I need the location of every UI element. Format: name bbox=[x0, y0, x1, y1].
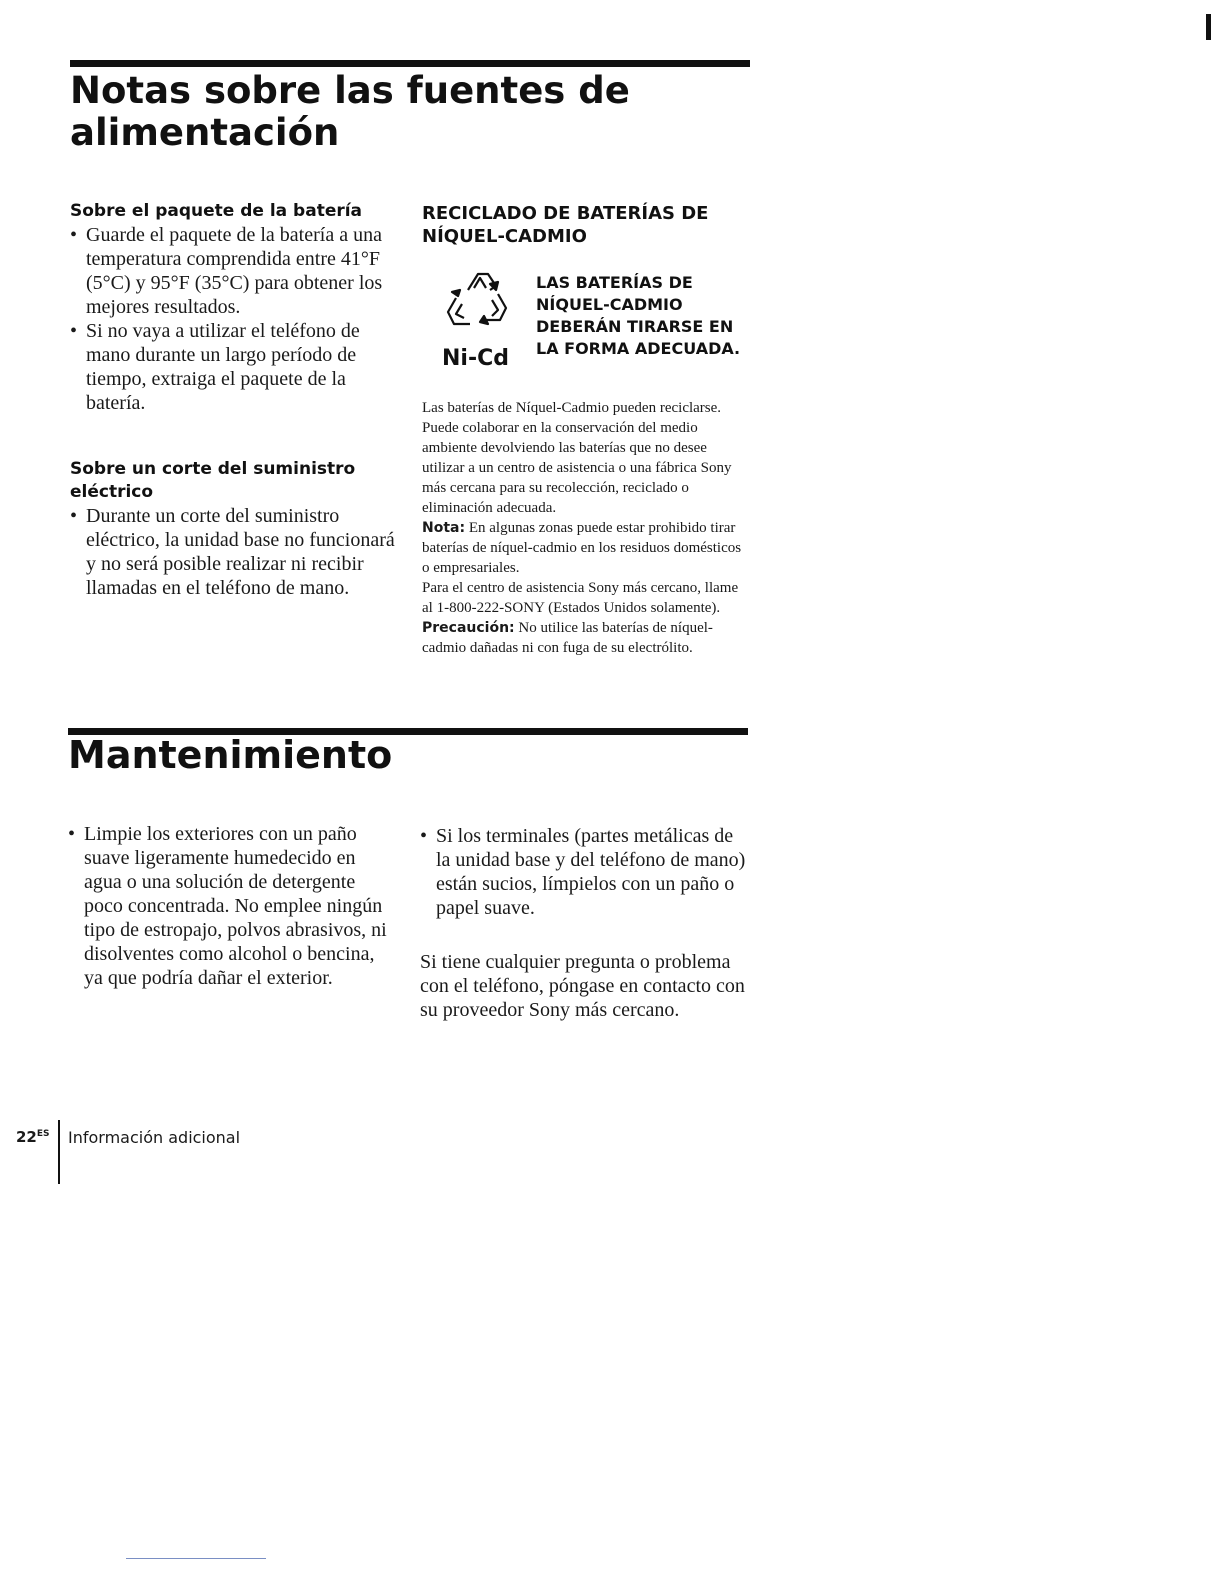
maintenance-list-right bbox=[420, 824, 750, 920]
bottom-line bbox=[126, 1558, 266, 1559]
recycle-symbol bbox=[440, 268, 520, 338]
footer-divider bbox=[58, 1120, 60, 1184]
page-number-value: 22 bbox=[16, 1128, 37, 1146]
recycling-section bbox=[422, 202, 752, 248]
maintenance-right bbox=[420, 824, 750, 1022]
recycling-note bbox=[422, 518, 752, 578]
section-rule-top bbox=[70, 60, 750, 67]
title-line-1: Notas sobre las fuentes de bbox=[70, 69, 630, 112]
edge-mark bbox=[1206, 14, 1211, 40]
contact-paragraph: Si tiene cualquier pregunta o problema con el teléfono, póngase en contacto con su proveedor Sony más cercano. bbox=[420, 951, 745, 1021]
recycling-contact: Para el centro de asistencia Sony más cercano, llame al 1-800-222-SONY (Estados Unidos solamente). bbox=[422, 580, 739, 616]
footer-section-name: Información adicional bbox=[68, 1128, 241, 1147]
battery-pack-section bbox=[70, 200, 400, 415]
power-outage-section bbox=[70, 458, 400, 600]
caution-label: Precaución: bbox=[422, 620, 515, 636]
recycling-caution bbox=[422, 618, 752, 658]
title-line-2: alimentación bbox=[70, 111, 340, 154]
list-item: • Guarde el paquete de la batería a una temperatura comprendida entre 41°F (5°C) y 95°F (35°C) para obtener los mejores resultados. bbox=[70, 223, 400, 319]
recycling-heading-line-1: RECICLADO DE BATERÍAS DE bbox=[422, 203, 709, 224]
page-number-suffix: ES bbox=[36, 1129, 50, 1139]
list-item: • Si no vaya a utilizar el teléfono de mano durante un largo período de tiempo, extraiga el paquete de la batería. bbox=[70, 319, 400, 415]
battery-pack-heading: Sobre el paquete de la batería bbox=[70, 201, 363, 221]
nicd-disposal-notice: LAS BATERÍAS DE NÍQUEL-CADMIO DEBERÁN TIRARSE EN LA FORMA ADECUADA. bbox=[536, 273, 741, 358]
caution-text: No utilice las baterías de níquel-cadmio dañadas ni con fuga de su electrólito. bbox=[422, 620, 713, 656]
power-outage-list bbox=[70, 504, 400, 600]
recycling-heading bbox=[422, 202, 752, 248]
section-title-power-sources bbox=[70, 70, 750, 154]
nicd-label: Ni-Cd bbox=[442, 346, 509, 371]
list-item: • Limpie los exteriores con un paño suave ligeramente humedecido en agua o una solución de detergente poco concentrada. No emplee ningún tipo de estropajo, polvos abrasivos, ni disolventes como alcohol o bencina, ya que podría dañar el exterior. bbox=[68, 822, 393, 990]
recycle-icon bbox=[440, 268, 520, 338]
maintenance-left bbox=[68, 822, 393, 990]
maintenance-list-left bbox=[68, 822, 393, 990]
list-item: • Si los terminales (partes metálicas de la unidad base y del teléfono de mano) están sucios, límpielos con un paño o papel suave. bbox=[420, 824, 750, 920]
note-label: Nota: bbox=[422, 520, 466, 536]
recycling-heading-line-2: NÍQUEL-CADMIO bbox=[422, 226, 587, 247]
list-item: • Durante un corte del suministro eléctrico, la unidad base no funcionará y no será posible realizar ni recibir llamadas en el teléfono de mano. bbox=[70, 504, 400, 600]
recycling-paragraph: Las baterías de Níquel-Cadmio pueden reciclarse. Puede colaborar en la conservación del medio ambiente devolviendo las baterías que no desee utilizar a un centro de asistencia o una fábrica Sony más cercana para su recolección, reciclado o eliminación adecuada. bbox=[422, 400, 732, 516]
battery-pack-list bbox=[70, 223, 400, 415]
note-text: En algunas zonas puede estar prohibido tirar baterías de níquel-cadmio en los residuos domésticos o empresariales. bbox=[422, 520, 742, 576]
page-number bbox=[16, 1128, 50, 1146]
power-outage-heading: Sobre un corte del suministro eléctrico bbox=[70, 459, 356, 502]
section-title-maintenance: Mantenimiento bbox=[68, 733, 393, 777]
recycling-body bbox=[422, 398, 752, 658]
